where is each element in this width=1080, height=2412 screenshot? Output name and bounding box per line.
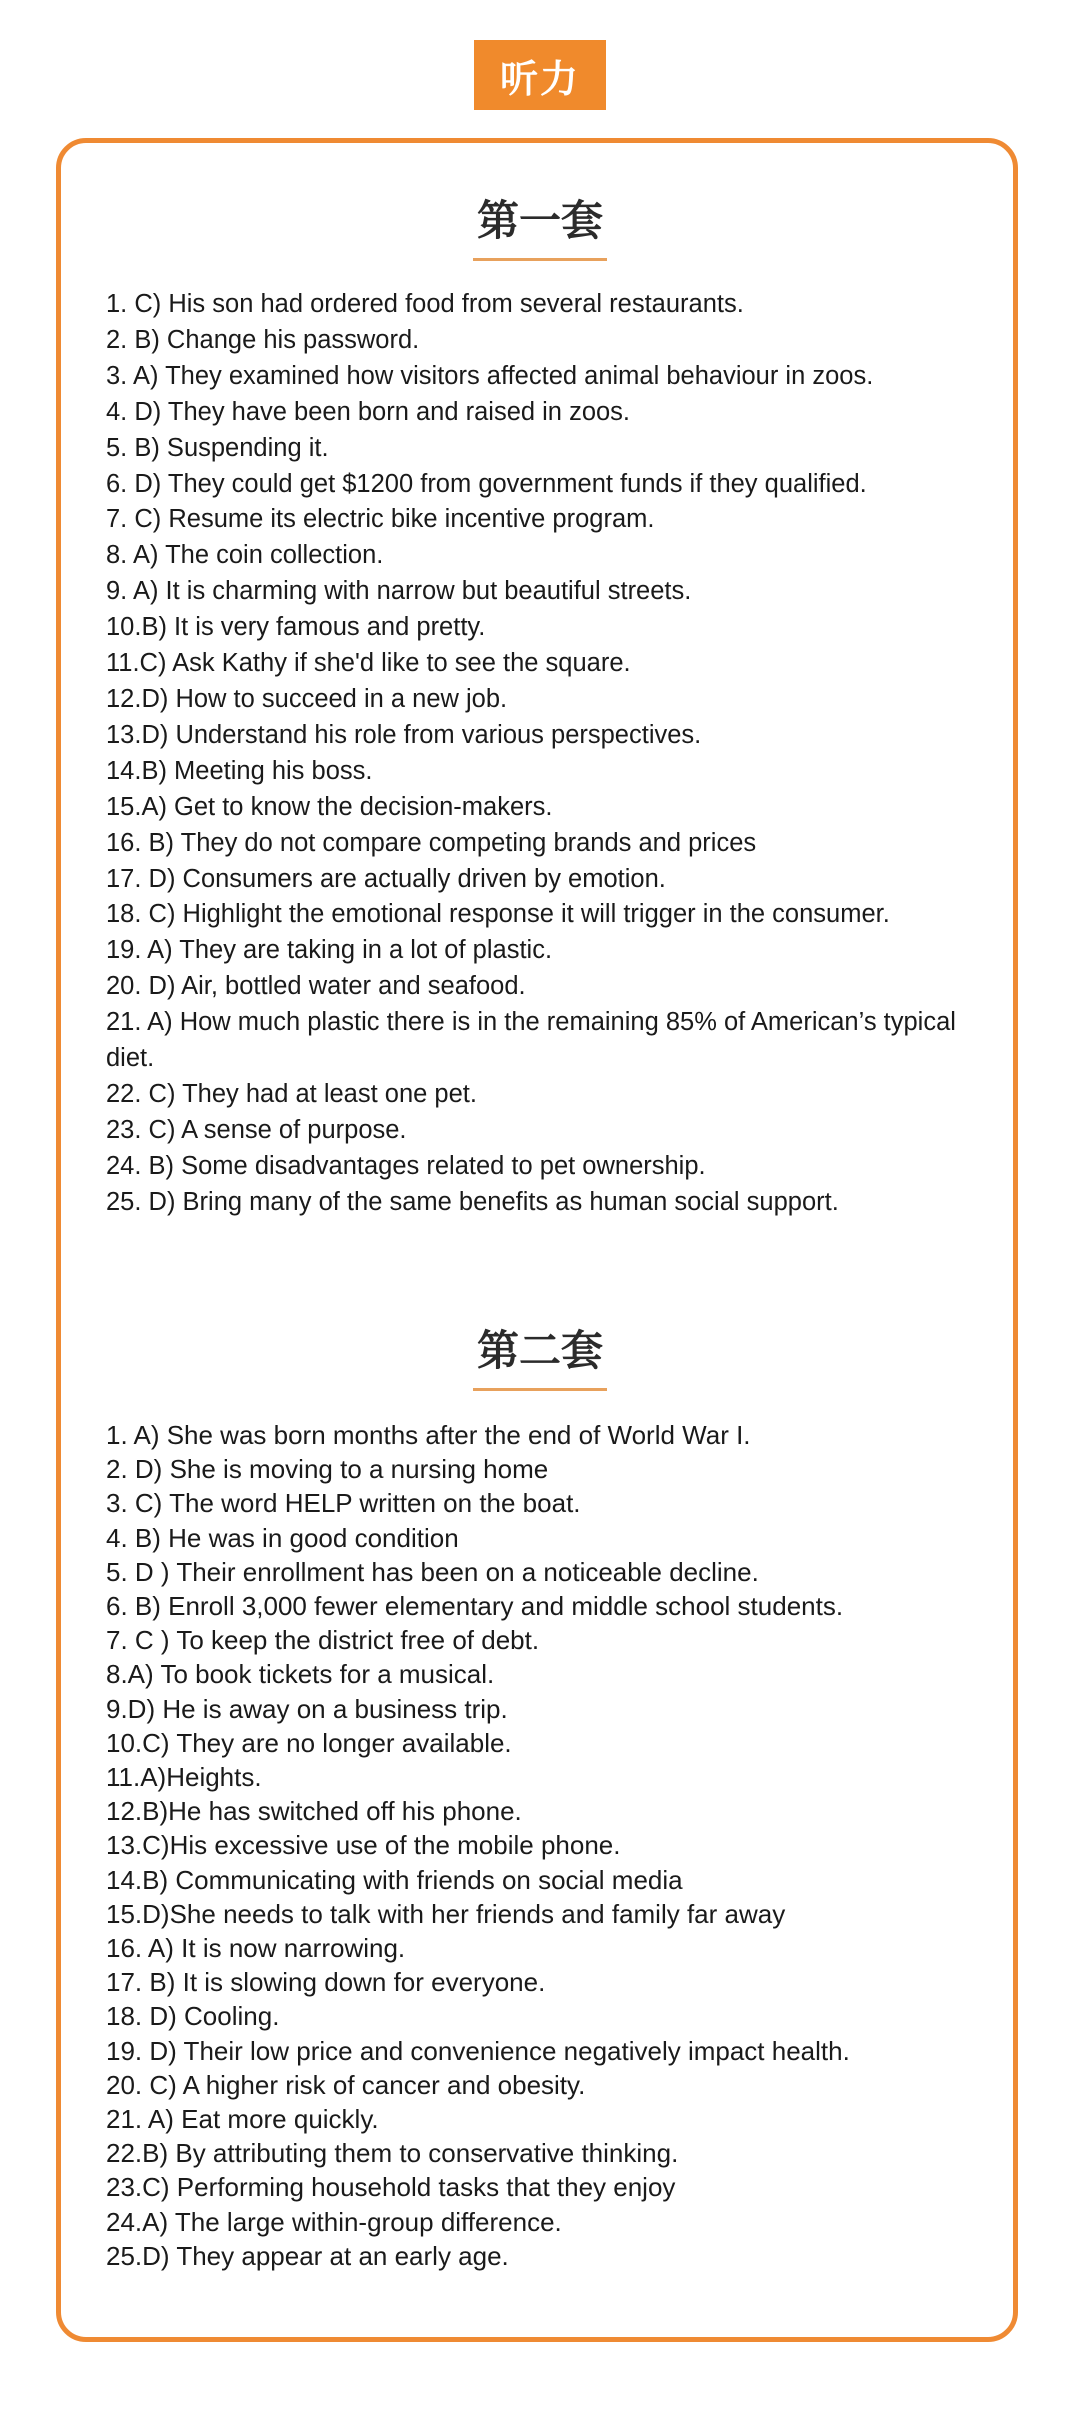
answer-item: 18. D) Cooling. [106, 2001, 280, 2032]
answer-item: 17. D) Consumers are actually driven by emotion. [106, 864, 666, 893]
answer-item: 23.C) Performing household tasks that they enjoy [106, 2172, 676, 2203]
answer-item: 24. B) Some disadvantages related to pet ownership. [106, 1151, 706, 1180]
answer-item: 20. C) A higher risk of cancer and obesity. [106, 2069, 586, 2100]
answer-item: 8.A) To book tickets for a musical. [106, 1659, 495, 1690]
section-badge: 听力 [474, 40, 606, 110]
answer-item: 2. B) Change his password. [106, 325, 420, 354]
answer-item: 1. C) His son had ordered food from several restaurants. [106, 290, 744, 318]
set-2-title [0, 1318, 1080, 1391]
answer-item: 12.B)He has switched off his phone. [106, 1796, 522, 1827]
answer-item: 11.A)Heights. [106, 1762, 262, 1793]
answer-item: 8. A) The coin collection. [106, 541, 384, 570]
answer-item: 15.D)She needs to talk with her friends and family far away [106, 1898, 786, 1929]
answer-item: 19. D) Their low price and convenience negatively impact health. [106, 2035, 850, 2066]
answer-item: 7. C) Resume its electric bike incentive program. [106, 505, 655, 534]
answer-item: 22.B) By attributing them to conservative thinking. [106, 2138, 679, 2169]
answer-item: 2. D) She is moving to a nursing home [106, 1454, 549, 1485]
answer-item: 11.C) Ask Kathy if she'd like to see the square. [106, 649, 631, 678]
set-1-title-text: 第一套 [473, 188, 607, 261]
answer-item: 18. C) Highlight the emotional response it will trigger in the consumer. [106, 900, 890, 929]
answer-item: 19. A) They are taking in a lot of plastic. [106, 936, 553, 965]
answer-item: 14.B) Communicating with friends on social media [106, 1864, 683, 1895]
answer-item: 14.B) Meeting his boss. [106, 756, 373, 785]
answer-item: 3. C) The word HELP written on the boat. [106, 1488, 581, 1519]
answer-item: 3. A) They examined how visitors affected animal behaviour in zoos. [106, 361, 874, 390]
answer-item: 20. D) Air, bottled water and seafood. [106, 972, 526, 1001]
answer-item: 4. D) They have been born and raised in zoos. [106, 397, 631, 426]
answer-item: 6. D) They could get $1200 from government funds if they qualified. [106, 469, 867, 498]
set-2-title-text: 第二套 [473, 1318, 607, 1391]
answer-item: 5. D ) Their enrollment has been on a noticeable decline. [106, 1556, 759, 1587]
set-2-answer-list [106, 1418, 996, 2273]
answer-item: 9. A) It is charming with narrow but beautiful streets. [106, 577, 692, 606]
answer-item: 17. B) It is slowing down for everyone. [106, 1967, 546, 1998]
answer-item: 22. C) They had at least one pet. [106, 1079, 477, 1108]
answer-item: 9.D) He is away on a business trip. [106, 1693, 508, 1724]
answer-item: 24.A) The large within-group difference. [106, 2206, 562, 2237]
answer-item: 10.B) It is very famous and pretty. [106, 613, 486, 642]
answer-item: 16. B) They do not compare competing brands and prices [106, 828, 757, 857]
answer-item: 10.C) They are no longer available. [106, 1727, 512, 1758]
answer-item: 13.C)His excessive use of the mobile phone. [106, 1830, 621, 1861]
answer-item: 12.D) How to succeed in a new job. [106, 684, 508, 713]
set-1-title [0, 188, 1080, 261]
answer-item: 1. A) She was born months after the end of World War I. [106, 1420, 751, 1450]
answer-item: 23. C) A sense of purpose. [106, 1115, 407, 1144]
answer-item: 7. C ) To keep the district free of debt. [106, 1625, 540, 1656]
answer-item: 16. A) It is now narrowing. [106, 1933, 406, 1964]
set-1-answer-list [106, 287, 996, 1221]
answer-item: 5. B) Suspending it. [106, 433, 329, 462]
answer-item: 25.D) They appear at an early age. [106, 2240, 509, 2271]
answer-item: 15.A) Get to know the decision-makers. [106, 792, 553, 821]
answer-item: 25. D) Bring many of the same benefits as human social support. [106, 1187, 839, 1216]
answer-item: 13.D) Understand his role from various perspectives. [106, 720, 702, 749]
answer-item: 21. A) How much plastic there is in the remaining 85% of American’s typical diet. [106, 1008, 956, 1073]
answer-item: 4. B) He was in good condition [106, 1522, 459, 1553]
answer-item: 6. B) Enroll 3,000 fewer elementary and middle school students. [106, 1591, 844, 1622]
answer-item: 21. A) Eat more quickly. [106, 2104, 379, 2135]
